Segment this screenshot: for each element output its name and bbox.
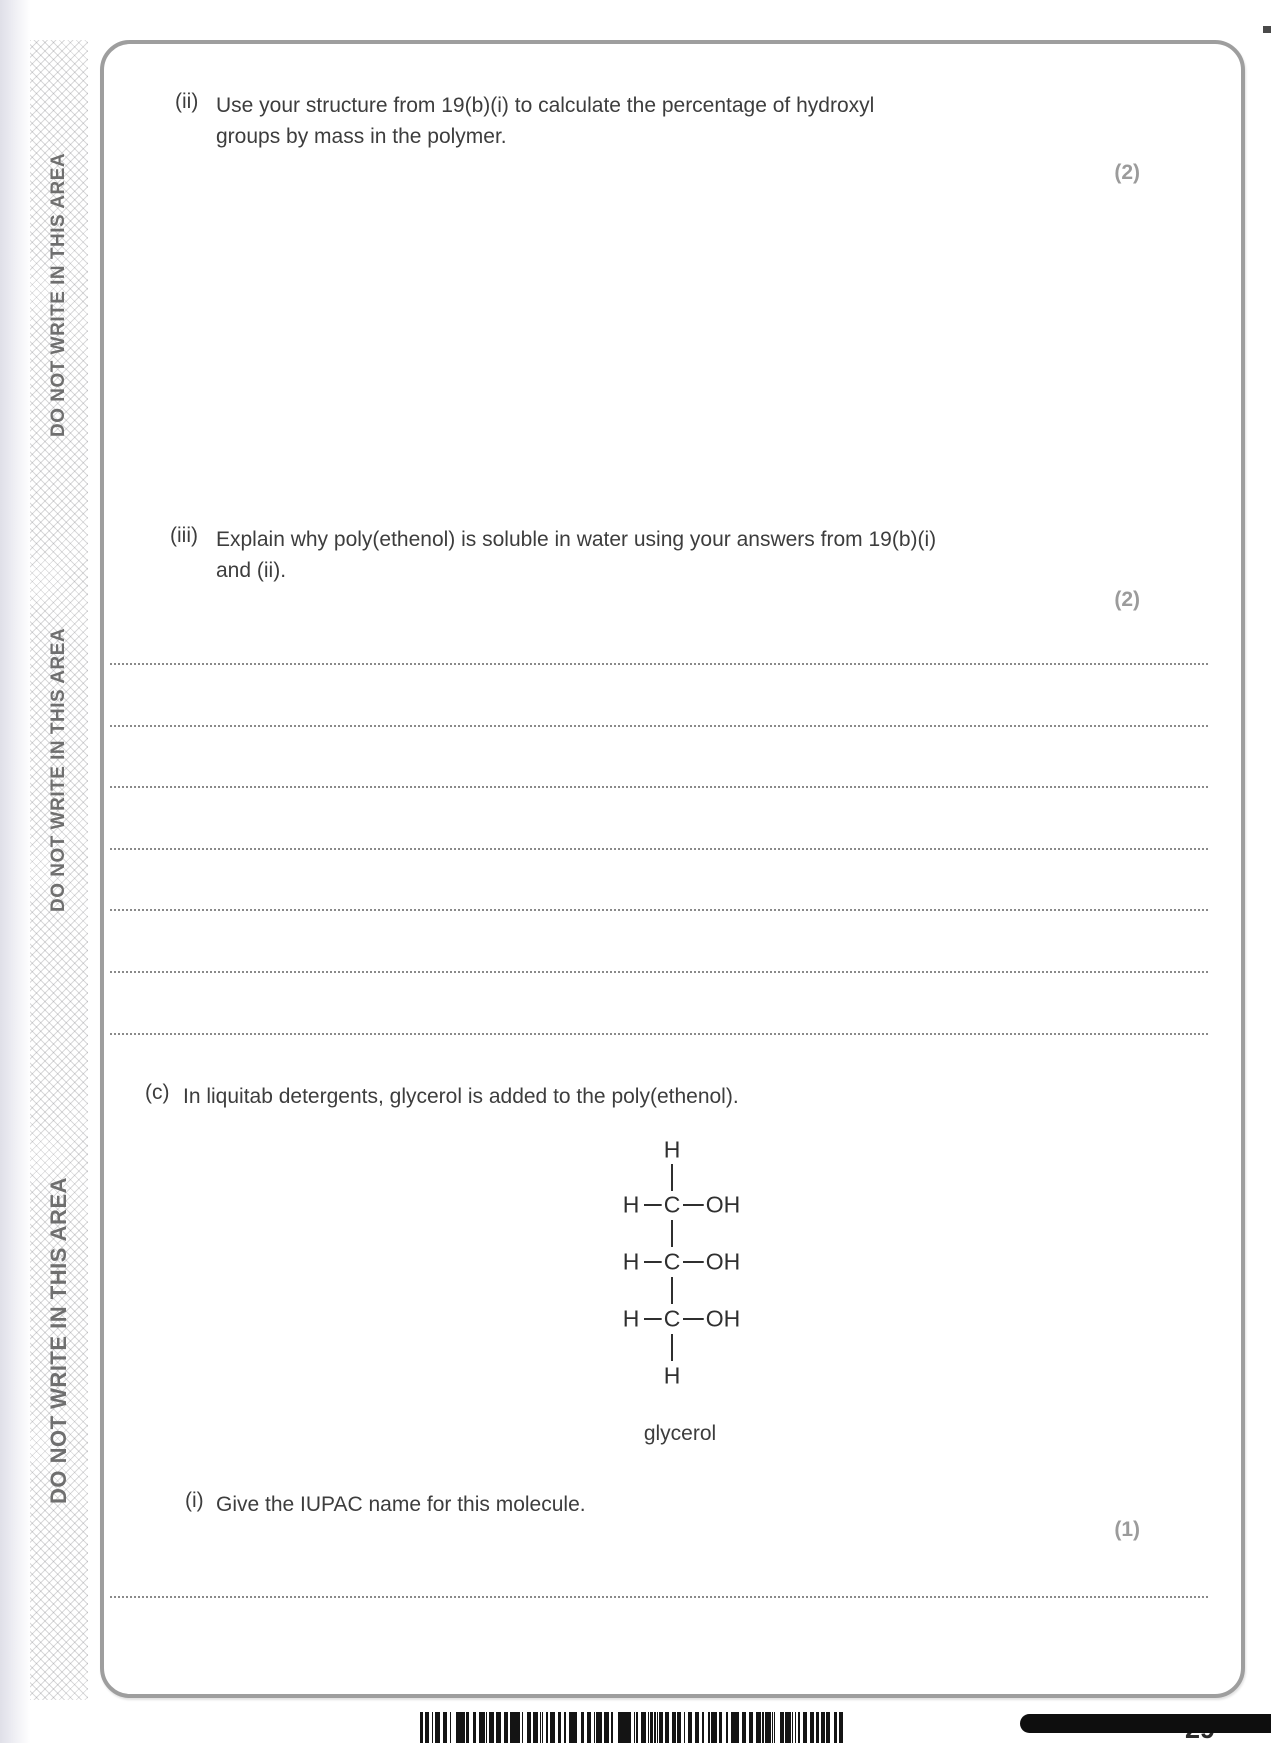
atom-h-bottom: H xyxy=(663,1362,681,1389)
bond-horizontal xyxy=(644,1318,662,1320)
do-not-write-warning-top: DO NOT WRITE IN THIS AREA xyxy=(48,152,69,438)
question-iii-marks: (2) xyxy=(1114,588,1140,611)
barcode xyxy=(420,1712,845,1743)
question-ii-label: (ii) xyxy=(175,90,199,113)
question-ii-text-line2: groups by mass in the polymer. xyxy=(216,125,507,148)
atom-h-row3: H xyxy=(622,1305,640,1332)
question-ci-marks: (1) xyxy=(1114,1518,1140,1541)
atom-c-row1: C xyxy=(663,1191,681,1218)
question-area-box xyxy=(100,40,1245,1698)
question-ii-marks: (2) xyxy=(1114,161,1140,184)
glycerol-structure-diagram xyxy=(560,1128,780,1398)
answer-line xyxy=(110,1596,1208,1598)
question-iii-label: (iii) xyxy=(170,524,198,547)
question-c-text: In liquitab detergents, glycerol is added to the poly(ethenol). xyxy=(183,1085,739,1108)
bond-horizontal xyxy=(644,1261,662,1263)
bond-horizontal xyxy=(683,1261,705,1263)
bond-vertical xyxy=(671,1164,673,1191)
answer-line xyxy=(110,909,1208,911)
question-ci-text: Give the IUPAC name for this molecule. xyxy=(216,1493,586,1516)
answer-line xyxy=(110,725,1208,727)
atom-h-row1: H xyxy=(622,1191,640,1218)
answer-line xyxy=(110,786,1208,788)
answer-line xyxy=(110,1033,1208,1035)
facing-page-mark xyxy=(1263,26,1271,33)
turn-over-bar xyxy=(1020,1714,1271,1733)
atom-oh-row3: OH xyxy=(705,1305,741,1332)
question-iii-text-line2: and (ii). xyxy=(216,559,287,582)
atom-h-top: H xyxy=(663,1136,681,1163)
answer-line xyxy=(110,971,1208,973)
atom-oh-row1: OH xyxy=(705,1191,741,1218)
bond-horizontal xyxy=(644,1204,662,1206)
bond-vertical xyxy=(671,1334,673,1361)
question-iii-text-line1: Explain why poly(ethenol) is soluble in water using your answers from 19(b)(i) xyxy=(216,528,937,551)
atom-c-row2: C xyxy=(663,1248,681,1275)
bond-vertical xyxy=(671,1220,673,1247)
bond-horizontal xyxy=(683,1318,705,1320)
atom-oh-row2: OH xyxy=(705,1248,741,1275)
do-not-write-warning-bottom: DO NOT WRITE IN THIS AREA xyxy=(46,1176,71,1504)
do-not-write-warning-middle: DO NOT WRITE IN THIS AREA xyxy=(48,627,69,913)
question-c-label: (c) xyxy=(145,1081,170,1104)
question-ci-label: (i) xyxy=(185,1489,204,1512)
answer-line xyxy=(110,848,1208,850)
molecule-caption: glycerol xyxy=(643,1422,717,1445)
bond-vertical xyxy=(671,1277,673,1304)
atom-c-row3: C xyxy=(663,1305,681,1332)
question-ii-text-line1: Use your structure from 19(b)(i) to calculate the percentage of hydroxyl xyxy=(216,94,875,117)
atom-h-row2: H xyxy=(622,1248,640,1275)
page-edge-shading xyxy=(0,0,30,1743)
bond-horizontal xyxy=(683,1204,705,1206)
answer-line xyxy=(110,663,1208,665)
